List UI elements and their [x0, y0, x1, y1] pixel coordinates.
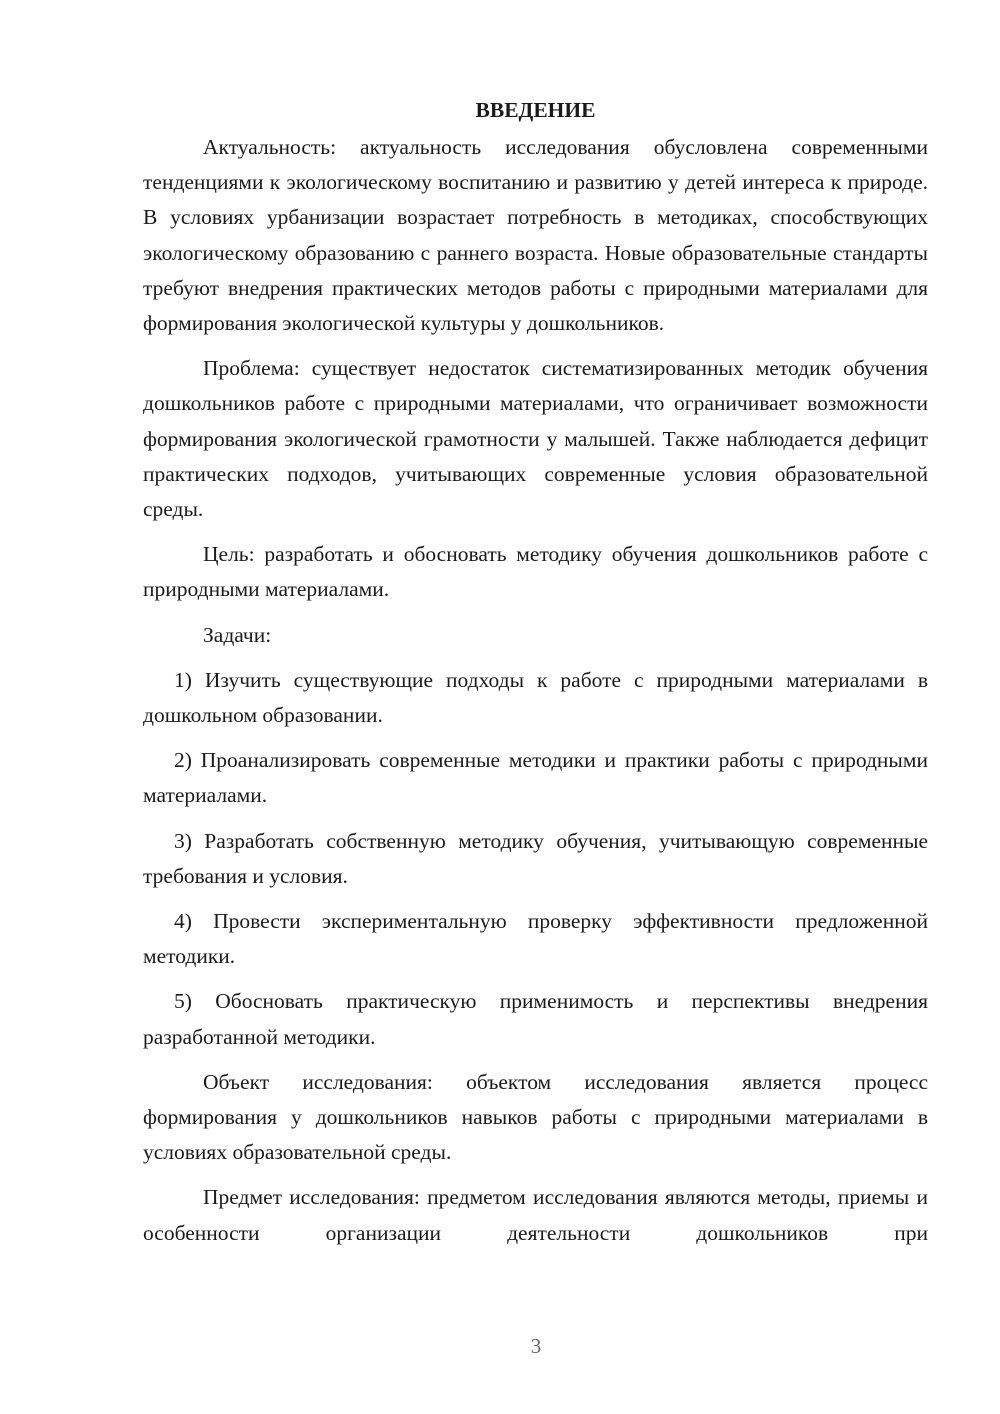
paragraph-relevance: Актуальность: актуальность исследования обусловлена современными тенденциями к экологическому воспитанию и развитию у детей интереса к природе. В условиях урбанизации возрастает потребность в методиках, способствующих экологическому образованию с раннего возраста. Новые образовательные стандарты требуют внедрения практических методов работы с природными материалами для формирования экологической культуры у дошкольников.	[143, 135, 928, 336]
page-title: ВВЕДЕНИЕ	[475, 98, 596, 122]
page-number: 3	[530, 1334, 542, 1358]
task-item-3: 3) Разработать собственную методику обучения, учитывающую современные требования и условия.	[143, 828, 928, 888]
paragraph-object: Объект исследования: объектом исследования является процесс формирования у дошкольников навыков работы с природными материалами в условиях образовательной среды.	[143, 1069, 928, 1165]
page-body	[143, 93, 928, 1261]
tasks-heading: Задачи:	[203, 622, 272, 647]
task-item-4: 4) Провести экспериментальную проверку эффективности предложенной методики.	[143, 909, 928, 969]
task-item-1: 1) Изучить существующие подходы к работе с природными материалами в дошкольном образовании.	[143, 667, 928, 728]
paragraph-subject: Предмет исследования: предметом исследования являются методы, приемы и особенности организации деятельности дошкольников при	[143, 1185, 928, 1245]
task-item-2: 2) Проанализировать современные методики и практики работы с природными материалами.	[143, 748, 928, 808]
task-item-5: 5) Обосновать практическую применимость и перспективы внедрения разработанной методики.	[143, 989, 928, 1049]
paragraph-goal: Цель: разработать и обосновать методику обучения дошкольников работе с природными материалами.	[143, 542, 928, 602]
paragraph-problem: Проблема: существует недостаток систематизированных методик обучения дошкольников работе с природными материалами, что ограничивает возможности формирования экологической грамотности у малышей. Также наблюдается дефицит практических подходов, учитывающих современные условия образовательной среды.	[143, 356, 928, 522]
